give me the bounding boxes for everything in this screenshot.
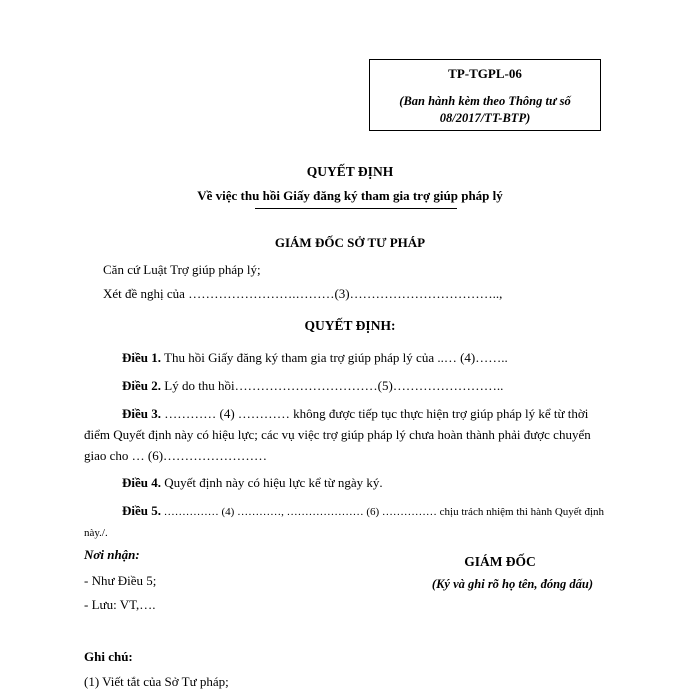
article-1: [122, 350, 508, 366]
form-note-line-1: (Ban hành kèm theo Thông tư số: [399, 94, 571, 108]
article-3-label: Điều 3.: [122, 406, 161, 421]
article-4-label: Điều 4.: [122, 475, 161, 490]
article-3-line-2: điểm Quyết định này có hiệu lực; các vụ việc trợ giúp pháp lý chưa hoàn thành phải được chuyển: [84, 427, 591, 442]
article-5-text-1: …………… (4) …………, ………………… (6) …………… chịu trách nhiệm thi hành Quyết định: [161, 506, 605, 518]
article-5-line-2: này./.: [84, 527, 108, 539]
article-4-text: Quyết định này có hiệu lực kể từ ngày ký.: [161, 475, 383, 490]
recipients-title: Nơi nhận:: [84, 547, 140, 562]
notes-title: Ghi chú:: [84, 649, 133, 664]
recipient-item-1: - Như Điều 5;: [84, 573, 157, 588]
article-1-label: Điều 1.: [122, 350, 161, 365]
article-5-label: Điều 5.: [122, 503, 161, 518]
form-code: TP-TGPL-06: [448, 66, 522, 81]
decision-title: QUYẾT ĐỊNH: [306, 164, 394, 179]
signature-title: GIÁM ĐỐC: [464, 554, 536, 569]
decides-heading: QUYẾT ĐỊNH:: [304, 318, 396, 333]
article-4: [122, 475, 383, 491]
article-2-label: Điều 2.: [122, 378, 161, 393]
subject-underline: [255, 208, 457, 209]
article-3-text-1: ………… (4) ………… không được tiếp tục thực hiện trợ giúp pháp lý kể từ thời: [161, 406, 589, 421]
article-1-text: Thu hồi Giấy đăng ký tham gia trợ giúp pháp lý của ..… (4)……..: [161, 350, 508, 365]
recipient-item-2: - Lưu: VT,….: [84, 597, 156, 612]
article-2: [122, 378, 503, 394]
decision-subject: Về việc thu hồi Giấy đăng ký tham gia trợ giúp pháp lý: [197, 188, 503, 203]
proposal-line: Xét đề nghị của …………………….………(3)……………………………..,: [103, 286, 503, 301]
article-3-line-3: giao cho … (6)……………………: [84, 448, 268, 463]
article-3-line-1: [122, 406, 588, 422]
note-item-1: (1) Viết tắt của Sở Tư pháp;: [84, 674, 229, 689]
form-note-line-2: 08/2017/TT-BTP): [439, 111, 531, 125]
signature-note: (Ký và ghi rõ họ tên, đóng dấu): [431, 577, 594, 591]
article-2-text: Lý do thu hồi……………………………(5)……………………..: [161, 378, 504, 393]
legal-basis-line: Căn cứ Luật Trợ giúp pháp lý;: [103, 262, 261, 277]
form-code-box: [369, 59, 601, 131]
form-issuance-note: [378, 93, 592, 127]
issuer-title: GIÁM ĐỐC SỞ TƯ PHÁP: [274, 235, 426, 250]
article-5-line-1: [122, 503, 604, 519]
